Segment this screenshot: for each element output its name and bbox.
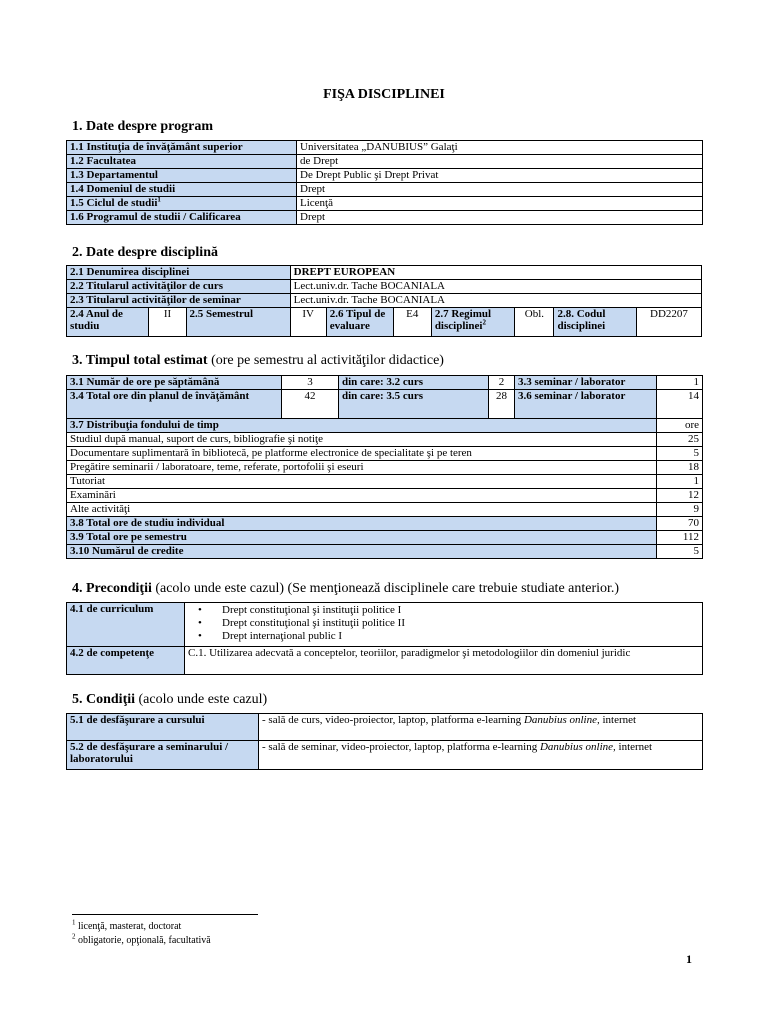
footnote-ref: 1 <box>157 196 161 204</box>
seminar-holder-value: Lect.univ.dr. Tache BOCANIALA <box>290 294 701 308</box>
program-row <box>67 183 703 197</box>
list-item: • Drept constituţional şi instituţii politice II <box>188 617 699 629</box>
total-plan-hours-label: 3.4 Total ore din planul de învăţământ <box>67 390 282 419</box>
table-row <box>67 447 703 461</box>
program-label: 1.6 Programul de studii / Calificarea <box>67 211 297 225</box>
program-row <box>67 169 703 183</box>
competences-value: C.1. Utilizarea adecvată a conceptelor, teoriilor, paradigmelor şi metodologiilor din domeniul juridic <box>185 647 703 675</box>
distribution-value: 5 <box>657 447 703 461</box>
program-value: Universitatea „DANUBIUS” Galaţi <box>297 141 703 155</box>
seminar-conditions-value: - sală de seminar, video-proiector, laptop, platforma e-learning Danubius online, internet <box>259 741 703 770</box>
distribution-label: Pregătire seminarii / laboratoare, teme, referate, portofolii şi eseuri <box>67 461 657 475</box>
total-value: 5 <box>657 545 703 559</box>
program-row <box>67 141 703 155</box>
list-item: • Drept internaţional public I <box>188 630 699 642</box>
program-label: 1.2 Facultatea <box>67 155 297 169</box>
table-row <box>67 545 703 559</box>
section-4-heading: 4. Precondiţii (acolo unde este cazul) (Se menţionează disciplinele care trebuie studiate anterior.) <box>72 581 620 596</box>
program-value: Drept <box>297 211 703 225</box>
program-label: 1.3 Departamentul <box>67 169 297 183</box>
distribution-value: 12 <box>657 489 703 503</box>
distribution-value: 18 <box>657 461 703 475</box>
distribution-value: 25 <box>657 433 703 447</box>
weekly-seminar-value: 1 <box>657 376 703 390</box>
semester-label: 2.5 Semestrul <box>186 308 290 337</box>
program-row <box>67 211 703 225</box>
table-row <box>67 489 703 503</box>
program-label: 1.1 Instituţia de învăţământ superior <box>67 141 297 155</box>
total-seminar-value: 14 <box>657 390 703 419</box>
total-label: 3.8 Total ore de studiu individual <box>67 517 657 531</box>
total-plan-hours-value: 42 <box>282 390 339 419</box>
seminar-conditions-label: 5.2 de desfăşurare a seminarului / laboratorului <box>67 741 259 770</box>
evaluation-type-value: E4 <box>393 308 431 337</box>
distribution-label: Documentare suplimentară în bibliotecă, pe platforme electronice de specialitate şi pe teren <box>67 447 657 461</box>
page-number: 1 <box>686 952 692 966</box>
course-conditions-label: 5.1 de desfăşurare a cursului <box>67 714 259 741</box>
footnote-separator <box>72 914 258 915</box>
weekly-course-label: din care: 3.2 curs <box>339 376 489 390</box>
total-seminar-label: 3.6 seminar / laborator <box>515 390 657 419</box>
table-row <box>67 531 703 545</box>
semester-value: IV <box>290 308 326 337</box>
discipline-regime-label: 2.7 Regimul disciplinei$^2$ <box>431 308 514 337</box>
study-year-value: II <box>149 308 186 337</box>
total-course-value: 28 <box>489 390 515 419</box>
section-1-heading: 1. Date despre program <box>72 119 214 134</box>
list-item: • Drept constituţional şi instituţii politice I <box>188 604 699 616</box>
course-holder-label: 2.2 Titularul activităţilor de curs <box>67 280 291 294</box>
page-title: FIŞA DISCIPLINEI <box>323 87 445 102</box>
preconditions-table <box>66 602 703 675</box>
evaluation-type-label: 2.6 Tipul de evaluare <box>326 308 393 337</box>
time-distribution-label: 3.7 Distribuţia fondului de timp <box>67 419 657 433</box>
section-2-heading: 2. Date despre disciplină <box>72 245 218 260</box>
footnote-ref: 2 <box>482 318 486 327</box>
footnote: $^1$ licenţă, masterat, doctorat <box>72 918 182 932</box>
total-course-label: din care: 3.5 curs <box>339 390 489 419</box>
table-row <box>67 433 703 447</box>
study-year-label: 2.4 Anul de studiu <box>67 308 149 337</box>
discipline-name-value: DREPT EUROPEAN <box>290 266 701 280</box>
time-distribution-unit: ore <box>657 419 703 433</box>
section-5-heading: 5. Condiţii (acolo unde este cazul) <box>72 692 268 707</box>
footnote: $^2$ obligatorie, opţională, facultativă <box>72 932 211 946</box>
total-value: 112 <box>657 531 703 545</box>
weekly-seminar-label: 3.3 seminar / laborator <box>515 376 657 390</box>
competences-label: 4.2 de competenţe <box>67 647 185 675</box>
program-value: Licenţă <box>297 197 703 211</box>
program-value: de Drept <box>297 155 703 169</box>
time-table <box>66 375 703 559</box>
discipline-code-label: 2.8. Codul disciplinei <box>554 308 636 337</box>
program-label: 1.4 Domeniul de studii <box>67 183 297 197</box>
table-row <box>67 517 703 531</box>
discipline-name-label: 2.1 Denumirea disciplinei <box>67 266 291 280</box>
distribution-label: Examinări <box>67 489 657 503</box>
program-value: Drept <box>297 183 703 197</box>
total-label: 3.10 Numărul de credite <box>67 545 657 559</box>
total-value: 70 <box>657 517 703 531</box>
discipline-regime-value: Obl. <box>515 308 554 337</box>
discipline-table <box>66 265 702 337</box>
course-holder-value: Lect.univ.dr. Tache BOCANIALA <box>290 280 701 294</box>
conditions-table <box>66 713 703 770</box>
program-value: De Drept Public şi Drept Privat <box>297 169 703 183</box>
table-row <box>67 503 703 517</box>
distribution-label: Studiul după manual, suport de curs, bibliografie şi notiţe <box>67 433 657 447</box>
curriculum-list <box>188 604 699 642</box>
distribution-value: 1 <box>657 475 703 489</box>
seminar-holder-label: 2.3 Titularul activităţilor de seminar <box>67 294 291 308</box>
distribution-label: Tutoriat <box>67 475 657 489</box>
section-3-heading: 3. Timpul total estimat (ore pe semestru al activităţilor didactice) <box>72 353 444 368</box>
table-row <box>67 475 703 489</box>
program-row <box>67 155 703 169</box>
distribution-label: Alte activităţi <box>67 503 657 517</box>
table-row <box>67 461 703 475</box>
curriculum-list-cell <box>185 603 703 647</box>
weekly-course-value: 2 <box>489 376 515 390</box>
program-table <box>66 140 703 225</box>
weekly-hours-label: 3.1 Număr de ore pe săptămână <box>67 376 282 390</box>
discipline-code-value: DD2207 <box>636 308 701 337</box>
weekly-hours-value: 3 <box>282 376 339 390</box>
course-conditions-value: - sală de curs, video-proiector, laptop, platforma e-learning Danubius online, internet <box>259 714 703 741</box>
total-label: 3.9 Total ore pe semestru <box>67 531 657 545</box>
curriculum-label: 4.1 de curriculum <box>67 603 185 647</box>
distribution-value: 9 <box>657 503 703 517</box>
program-label: 1.5 Ciclul de studii$^1$ <box>67 197 297 211</box>
program-row <box>67 197 703 211</box>
